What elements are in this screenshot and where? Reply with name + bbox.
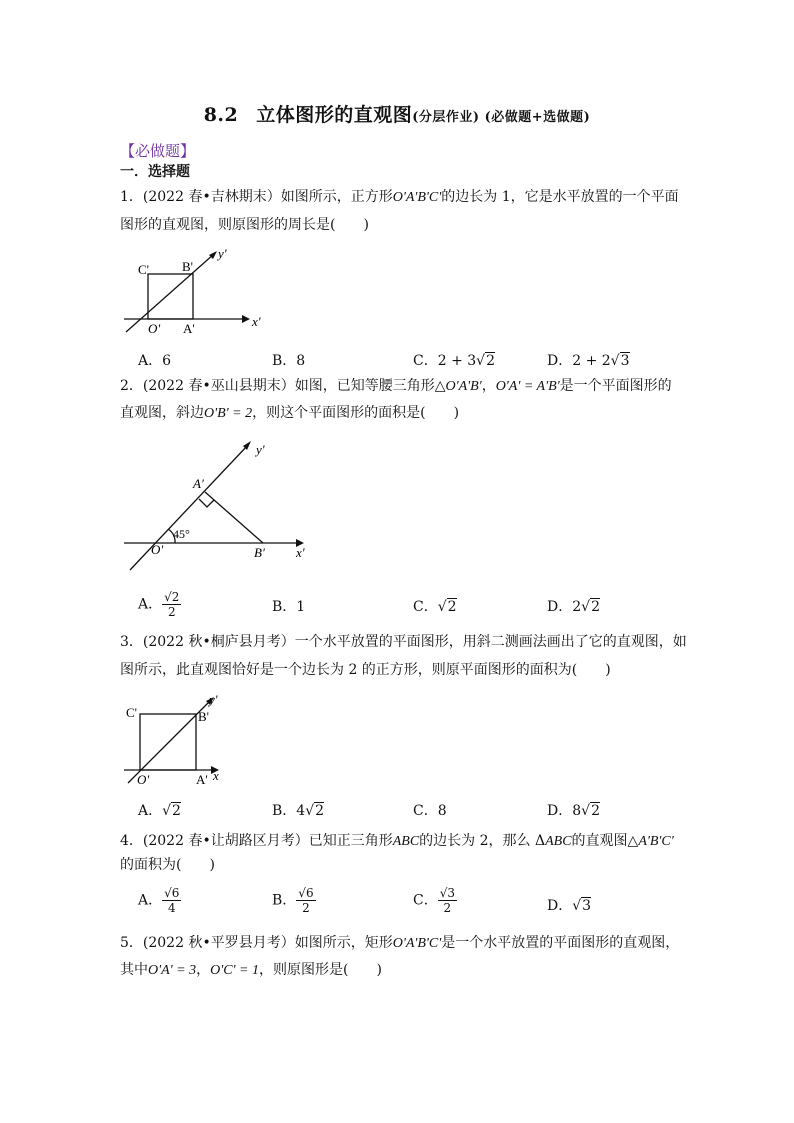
q2-option-a[interactable]: A． $\frac{√2}{2}$ <box>138 590 180 619</box>
q2-hypotenuse-side <box>205 492 263 543</box>
q3-option-b[interactable]: B．4√2 <box>272 803 325 819</box>
title-sub: (分层作业) (必做题+选做题) <box>412 110 591 125</box>
q1-label-o: O' <box>148 321 161 336</box>
q3-label-b: B' <box>198 709 210 724</box>
page-title <box>0 100 794 127</box>
q3-label-x: x <box>213 768 219 783</box>
q4-option-c[interactable]: C． $\frac{√3}{2}$ <box>413 886 455 915</box>
q1-text-line2: 图形的直观图，则原图形的周长是( ) <box>120 217 369 233</box>
q5-text-line2: 其中O'A' = 3，O'C' = 1，则原图形是( ) <box>120 962 382 978</box>
q1-text-line1: 1．(2022 春•吉林期末）如图所示，正方形O'A'B'C'的边长为 1，它是水平放置的一个平面 <box>120 189 679 205</box>
q3-text-line1: 3．(2022 秋•桐庐县月考）一个水平放置的平面图形，用斜二测画法画出了它的直观图，如 <box>120 634 687 650</box>
q1-figure <box>118 244 278 339</box>
q3-option-a[interactable]: A．√2 <box>138 803 181 819</box>
required-tag: 【必做题】 <box>120 142 196 160</box>
q3-option-c[interactable]: C．8 <box>413 803 447 819</box>
q3-option-d[interactable]: D．8√2 <box>547 803 600 819</box>
q1-label-c: C' <box>138 262 150 277</box>
q4-option-d[interactable]: D．√3 <box>547 898 592 914</box>
q2-option-d[interactable]: D．2√2 <box>547 599 600 615</box>
q5-text-line1: 5．(2022 秋•平罗县月考）如图所示，矩形O'A'B'C'是一个水平放置的平面图形的直观图， <box>120 935 680 951</box>
q4-option-a[interactable]: A． $\frac{√6}{4}$ <box>138 886 180 915</box>
q4-text-line2: 的面积为( ) <box>120 857 215 873</box>
q3-figure <box>118 690 238 790</box>
q2-y-axis <box>130 445 248 570</box>
q1-label-x: x' <box>252 314 261 329</box>
q3-label-y: y' <box>209 692 218 707</box>
q2-text-line2: 直观图，斜边O'B' = 2，则这个平面图形的面积是( ) <box>120 405 460 421</box>
q1-option-a[interactable]: A．6 <box>138 353 172 369</box>
q4-option-b[interactable]: B． $\frac{√6}{2}$ <box>272 886 314 915</box>
q2-text-line1: 2．(2022 春•巫山县期末）如图，已知等腰三角形△O'A'B'，O'A' = A'B'是一个平面图形的 <box>120 378 672 394</box>
q1-square <box>148 274 193 319</box>
section-heading: 一．选择题 <box>120 164 190 180</box>
q2-option-b[interactable]: B．1 <box>272 599 306 615</box>
q2-option-c[interactable]: C．√2 <box>413 599 457 615</box>
q2-figure <box>118 432 318 577</box>
q1-label-y: y' <box>218 246 227 261</box>
q2-label-a: A' <box>193 476 204 491</box>
q2-label-x: x' <box>296 545 305 560</box>
title-main: 立体图形的直观图 <box>256 104 413 126</box>
q3-label-a: A' <box>196 772 208 787</box>
q3-text-line2: 图所示，此直观图恰好是一个边长为 2 的正方形，则原平面图形的面积为( ) <box>120 662 611 678</box>
q1-option-c[interactable]: C．2 + 3√2 <box>413 353 496 369</box>
q2-label-o: O' <box>151 542 164 557</box>
q1-label-a: A' <box>183 321 195 336</box>
q3-label-o: O' <box>137 772 150 787</box>
q4-text-line1: 4．(2022 春•让胡路区月考）已知正三角形ABC的边长为 2，那么 ΔABC的直观图△A'B'C' <box>120 833 674 849</box>
q1-x-arrow <box>242 315 250 323</box>
section-number: 8.2 <box>203 104 239 126</box>
q1-label-b: B' <box>182 259 194 274</box>
q2-label-y: y' <box>256 442 265 457</box>
q1-option-d[interactable]: D．2 + 2√3 <box>547 353 630 369</box>
q2-label-b: B' <box>254 545 265 560</box>
q1-option-b[interactable]: B．8 <box>272 353 306 369</box>
q2-label-angle: 45° <box>173 527 190 541</box>
q2-right-angle-mark <box>199 499 214 507</box>
q3-square <box>140 714 196 770</box>
q3-label-c: C' <box>126 705 138 720</box>
